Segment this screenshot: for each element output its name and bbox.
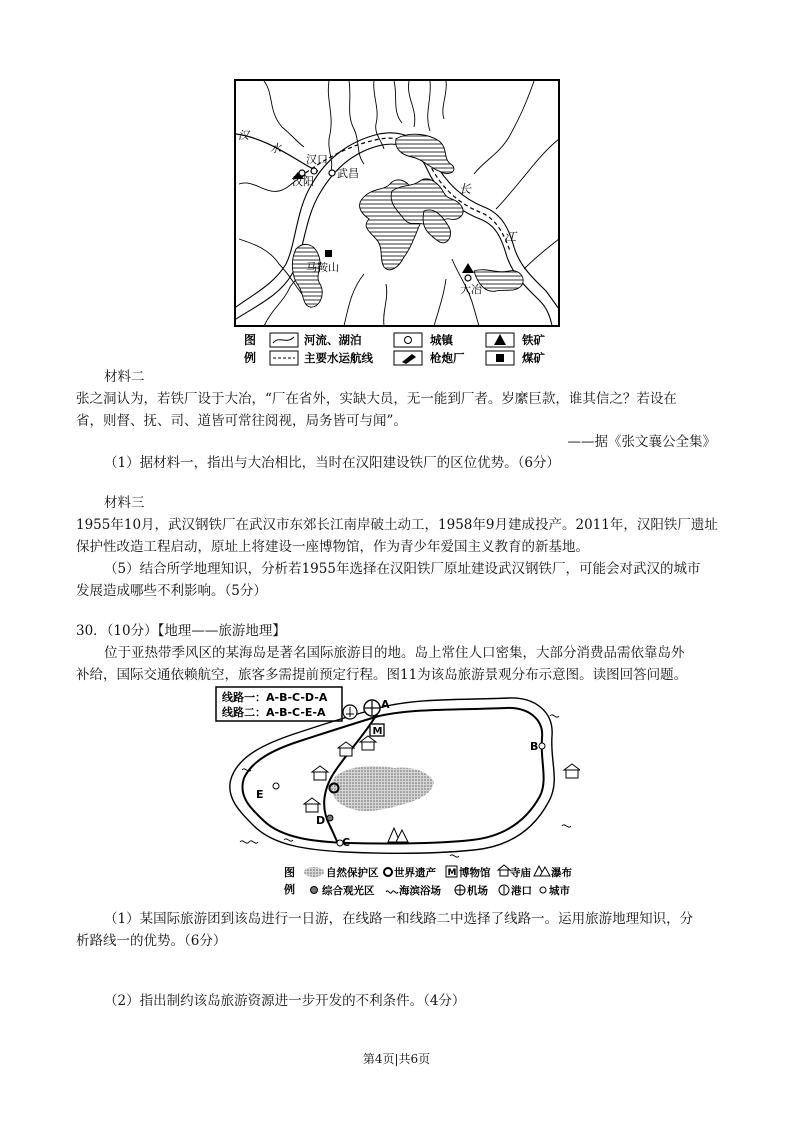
map1-legend	[244, 333, 545, 365]
question-5-line1: （5）结合所学地理知识，分析若1955年选择在汉阳铁厂原址建设武汉钢铁厂，可能会对武汉的城市	[104, 561, 701, 577]
wuhan-region-map	[234, 79, 560, 366]
point-c: C	[342, 836, 351, 849]
legend-airport-label: 机场	[467, 885, 488, 897]
route-1-label: 线路一：A-B-C-D-A	[222, 691, 328, 704]
town-wuchang-marker	[329, 170, 335, 176]
city-e-marker	[273, 783, 279, 789]
legend-beach-icon	[386, 891, 398, 893]
legend-city-icon	[540, 887, 546, 893]
material3-title: 材料三	[104, 495, 145, 511]
point-a: A	[381, 698, 390, 711]
legend-reserve-icon	[304, 867, 324, 877]
legend-scenic-label: 综合观光区	[322, 885, 375, 897]
legend-heritage-icon	[384, 868, 392, 876]
legend-reserve-label: 自然保护区	[326, 867, 379, 879]
legend-museum-symbol: M	[447, 868, 457, 878]
label-maanshan: 马鞍山	[306, 261, 339, 274]
label-han: 汉	[238, 129, 249, 142]
legend-coal-label: 煤矿	[522, 351, 545, 365]
nature-reserve-area	[331, 766, 434, 811]
legend-temple-label: 寺庙	[510, 867, 531, 879]
material3-line1: 1955年10月，武汉钢铁厂在武汉市东郊长江南岸破土动工，1958年9月建成投产。2011年，汉阳铁厂遗址	[76, 517, 718, 533]
point-d: D	[316, 814, 326, 827]
town-hankou-marker	[311, 168, 317, 174]
point-e: E	[256, 788, 264, 801]
legend-scenic-icon	[311, 887, 318, 894]
scenic-area-marker	[327, 815, 333, 821]
material2-title: 材料二	[104, 369, 145, 385]
legend-museum-label: 博物馆	[459, 867, 491, 879]
material2-line1: 张之洞认为，若铁厂设于大冶，“厂在省外，实缺大员，无一能到厂者。岁縻巨款，谁其信之？若设在	[76, 391, 677, 407]
map2-legend-title-top: 图	[284, 866, 295, 879]
question-30-1-line1: （1）某国际旅游团到该岛进行一日游，在线路一和线路二中选择了线路一。运用旅游地理知识，分	[104, 911, 694, 927]
page-footer: 第4页|共6页	[362, 1052, 431, 1066]
legend-town-label: 城镇	[430, 333, 453, 347]
legend-waterfall-label: 瀑布	[551, 867, 572, 879]
waterfall-icon	[388, 828, 408, 842]
question-1: （1）据材料一，指出与大冶相比，当时在汉阳建设铁厂的区位优势。（6分）	[104, 455, 560, 471]
question-30-intro-line1: 位于亚热带季风区的某海岛是著名国际旅游目的地。岛上常住人口密集，大部分消费品需依靠岛外	[104, 645, 685, 661]
legend-heritage-label: 世界遗产	[394, 867, 436, 879]
map2-legend	[284, 865, 572, 897]
city-b-marker	[539, 743, 545, 749]
legend-temple-icon	[498, 865, 510, 870]
route-2-label: 线路二：A-B-C-E-A	[222, 706, 326, 719]
label-wuchang: 武昌	[337, 167, 359, 180]
legend-arsenal-label: 枪炮厂	[430, 351, 465, 365]
town-daye-marker	[465, 275, 471, 281]
point-b: B	[530, 740, 539, 753]
legend-iron-label: 铁矿	[522, 333, 545, 347]
question-30-1-line2: 析路线一的优势。（6分）	[76, 933, 227, 949]
label-hankou: 汉口	[306, 153, 328, 166]
map1-legend-title-bottom: 例	[244, 351, 257, 365]
legend-waterfall-icon	[534, 866, 550, 876]
legend-city-label: 城市	[549, 885, 570, 897]
question-30-intro-line2: 补给，国际交通依赖航空，旅客多需提前预定行程。图11为该岛旅游景观分布示意图。读图回答问题。	[76, 667, 688, 683]
legend-beach-label: 海滨浴场	[399, 885, 441, 897]
question-5-line2: 发展造成哪些不利影响。（5分）	[76, 583, 267, 599]
coal-mine-icon	[325, 250, 332, 257]
label-daye: 大冶	[460, 283, 482, 296]
label-hanyang: 汉阳	[292, 175, 314, 188]
material2-source: ——据《张文襄公全集》	[567, 434, 716, 450]
question-30-2: （2）指出制约该岛旅游资源进一步开发的不利条件。（4分）	[104, 993, 466, 1009]
map2-legend-title-bottom: 例	[284, 883, 295, 896]
material2-line2: 省，则督、抚、司、道皆可常往阅视，局务皆可与闻”。	[76, 413, 407, 429]
legend-waterway-label: 主要水运航线	[304, 351, 373, 365]
legend-port-label: 港口	[511, 885, 532, 897]
legend-town-icon	[405, 337, 412, 344]
material3-line2: 保护性改造工程启动，原址上将建设一座博物馆，作为青少年爱国主义教育的新基地。	[76, 539, 589, 555]
map1-legend-title-top: 图	[244, 333, 257, 347]
label-chang: 长	[459, 182, 472, 196]
question-30-heading: 30．（10分）【地理——旅游地理】	[76, 623, 286, 639]
legend-river-lake-label: 河流、湖泊	[304, 333, 362, 347]
island-tourism-map	[214, 686, 580, 904]
label-shui: 水	[270, 142, 281, 155]
legend-coal-icon	[496, 354, 504, 362]
museum-symbol: M	[372, 726, 383, 737]
label-jiang: 江	[504, 230, 517, 244]
